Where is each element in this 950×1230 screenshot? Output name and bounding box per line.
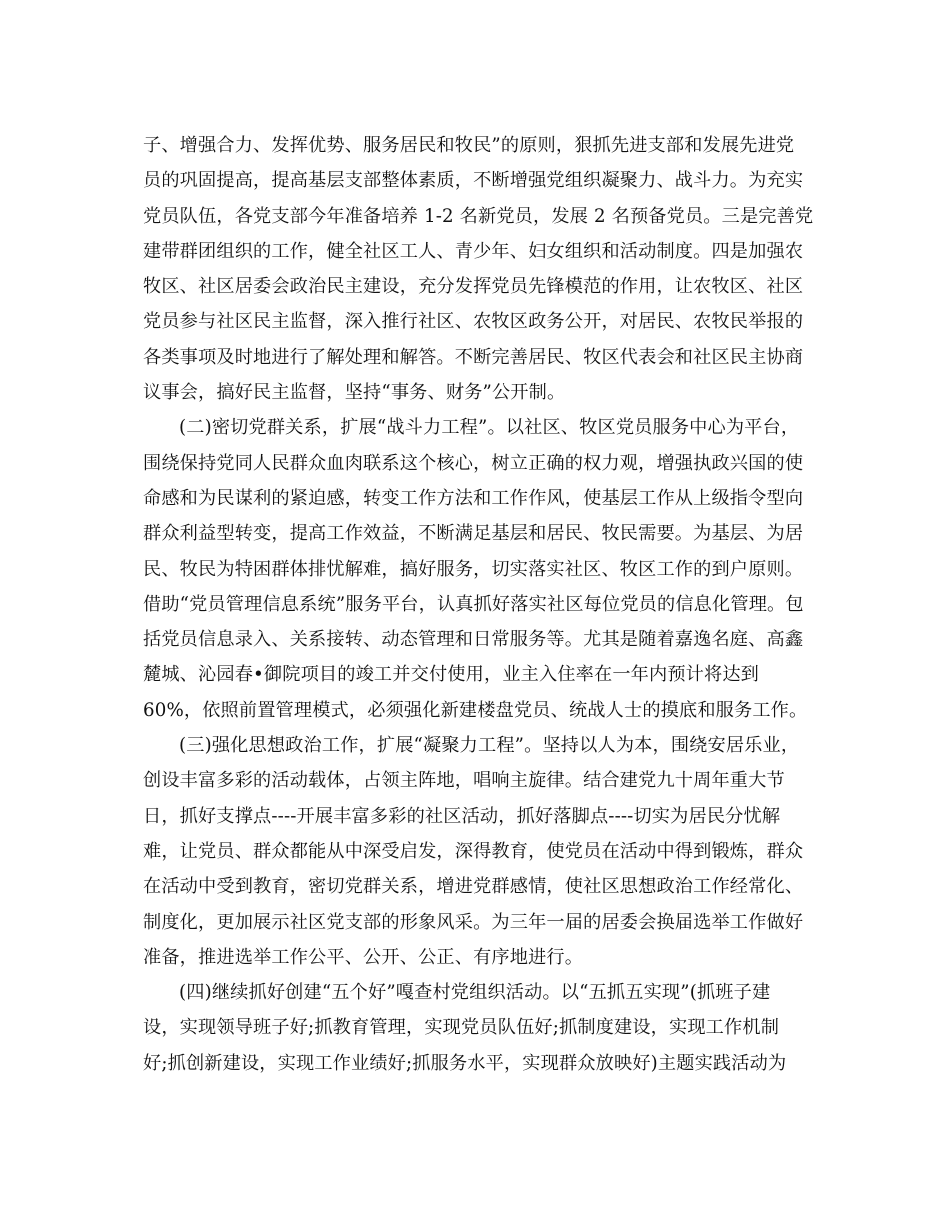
text-line: 议事会，搞好民主监督，坚持“事务、财务”公开制。 <box>143 382 566 404</box>
text-line: 准备，推进选举工作公平、公开、公正、有序地进行。 <box>143 946 584 968</box>
text-line: 创设丰富多彩的活动载体，占领主阵地，唱响主旋律。结合建党九十周年重大节 <box>143 770 785 792</box>
text-line: 麓城、沁园春•御院项目的竣工并交付使用，业主入住率在一年内预计将达到 <box>143 664 760 686</box>
text-line: 60%，依照前置管理模式，必须强化新建楼盘党员、统战人士的摸底和服务工作。 <box>143 699 808 721</box>
text-line: 借助“党员管理信息系统”服务平台，认真抓好落实社区每位党员的信息化管理。包 <box>143 593 804 615</box>
paragraph-first-line: (三)强化思想政治工作，扩展“凝聚力工程”。坚持以人为本，围绕安居乐业， <box>179 735 800 757</box>
text-line: 建带群团组织的工作，健全社区工人、青少年、妇女组织和活动制度。四是加强农 <box>143 240 804 262</box>
text-line: 围绕保持党同人民群众血肉联系这个核心，树立正确的权力观，增强执政兴国的使 <box>143 452 804 474</box>
text-line: 牧区、社区居委会政治民主建设，充分发挥党员先锋模范的作用，让农牧区、社区 <box>143 276 804 298</box>
text-line: 设，实现领导班子好;抓教育管理，实现党员队伍好;抓制度建设，实现工作机制 <box>143 1017 780 1039</box>
text-line: 党员队伍，各党支部今年准备培养 1-2 名新党员，发展 2 名预备党员。三是完善党 <box>143 205 814 227</box>
text-line: 员的巩固提高，提高基层支部整体素质，不断增强党组织凝聚力、战斗力。为充实 <box>143 170 804 192</box>
text-line: 子、增强合力、发挥优势、服务居民和牧民”的原则，狠抓先进支部和发展先进党 <box>143 135 795 156</box>
text-line: 在活动中受到教育，密切党群关系，增进党群感情，使社区思想政治工作经常化、 <box>143 876 804 898</box>
paragraph-first-line: (二)密切党群关系，扩展“战斗力工程”。以社区、牧区党员服务中心为平台， <box>179 417 800 439</box>
text-line: 好;抓创新建设，实现工作业绩好;抓服务水平，实现群众放映好)主题实践活动为 <box>143 1052 787 1074</box>
text-line: 命感和为民谋利的紧迫感，转变工作方法和工作作风，使基层工作从上级指令型向 <box>143 487 804 509</box>
paragraph-first-line: (四)继续抓好创建“五个好”嘎查村党组织活动。以“五抓五实现”(抓班子建 <box>179 982 771 1004</box>
text-line: 党员参与社区民主监督，深入推行社区、农牧区政务公开，对居民、农牧民举报的 <box>143 311 804 333</box>
text-line: 制度化，更加展示社区党支部的形象风采。为三年一届的居委会换届选举工作做好 <box>143 911 804 933</box>
text-line: 括党员信息录入、关系接转、动态管理和日常服务等。尤其是随着嘉逸名庭、高鑫 <box>143 629 804 651</box>
text-line: 群众利益型转变，提高工作效益，不断满足基层和居民、牧民需要。为基层、为居 <box>143 523 804 545</box>
text-line: 难，让党员、群众都能从中深受启发，深得教育，使党员在活动中得到锻炼，群众 <box>143 840 804 862</box>
text-line: 民、牧民为特困群体排忧解难，搞好服务，切实落实社区、牧区工作的到户原则。 <box>143 558 804 580</box>
text-line: 各类事项及时地进行了解处理和解答。不断完善居民、牧区代表会和社区民主协商 <box>143 346 804 368</box>
body-text <box>143 128 813 1081</box>
text-line: 日，抓好支撑点----开展丰富多彩的社区活动，抓好落脚点----切实为居民分忧解 <box>143 805 781 827</box>
